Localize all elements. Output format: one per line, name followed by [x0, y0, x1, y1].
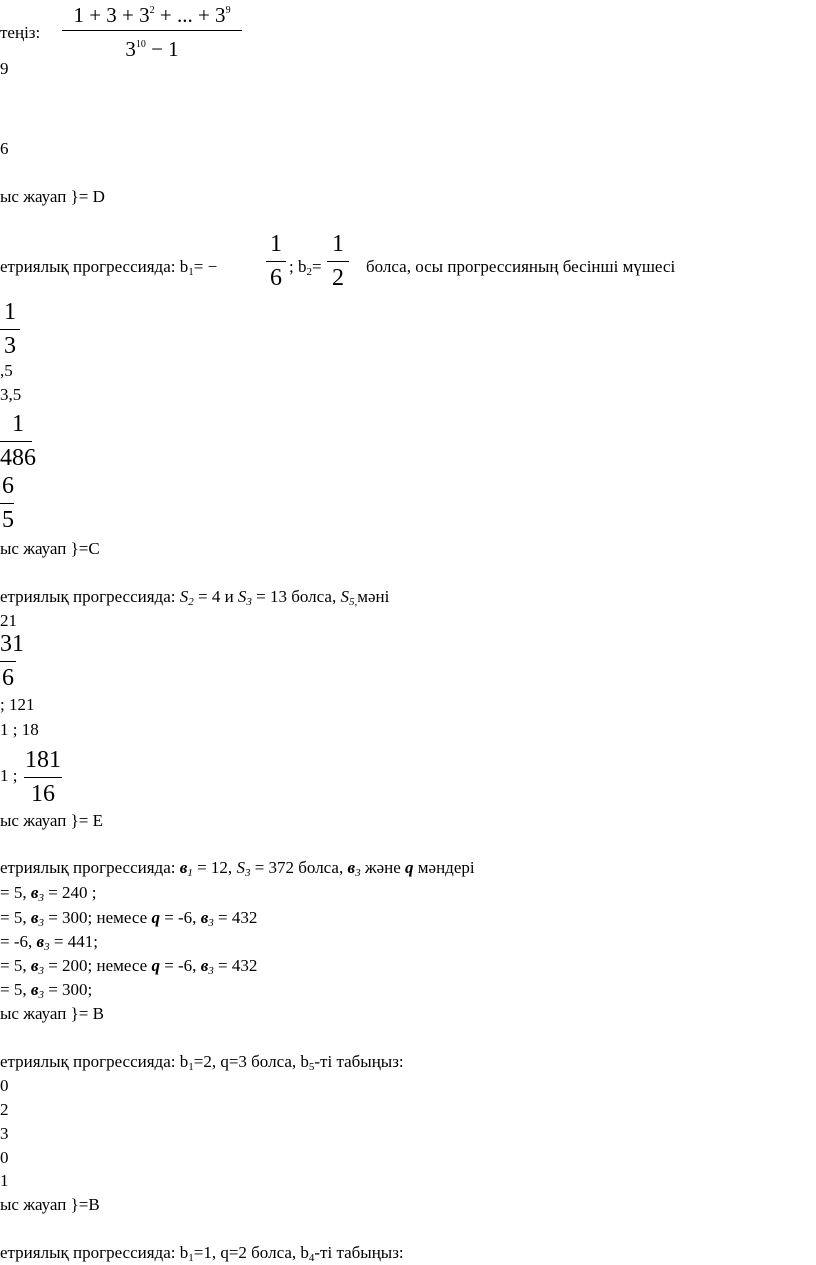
q2-question: етриялық прогрессияда: $b_1=$ −: [0, 257, 218, 278]
q2-option-b: ,5: [0, 361, 13, 380]
q2-option-e: 6 5: [2, 473, 14, 533]
q2-question-tail: болса, осы прогрессияның бесінші мүшесі: [366, 257, 676, 276]
q2-option-d: 1 486: [0, 411, 36, 471]
q1-denominator: $3^{10} - 1$: [125, 37, 179, 61]
q2-option-c: 3,5: [0, 385, 22, 404]
q3-option-b: 31 6: [0, 631, 24, 691]
q3-option-e: 1 ;: [0, 766, 18, 785]
q4-option-d: = 5, $в_3 = 200$; немесе q = -6, $в_3 = 432$: [0, 956, 258, 977]
q1-numerator: $1 + 3 + 3^2$ + ... + $3^9$: [73, 3, 231, 27]
q2-fraction-b2: 1 2: [327, 232, 349, 290]
q2-fraction-b1: 1 6: [266, 232, 286, 290]
q3-option-e-fraction: 181 16: [25, 747, 61, 807]
q4-option-b: = 5, $в_3 = 300$; немесе q = -6, $в_3 = 432$: [0, 908, 258, 929]
q3-option-a: 21: [0, 611, 17, 630]
q5-option-e: 1: [0, 1171, 9, 1190]
q4-answer: ыс жауап }= В: [0, 1004, 104, 1023]
q2-question-b2: ; $b_2=$: [289, 257, 322, 278]
q5-option-a: 0: [0, 1076, 9, 1095]
q1-option: 6: [0, 139, 9, 158]
q2-answer: ыс жауап }=С: [0, 539, 100, 558]
q3-option-d: 1 ; 18: [0, 720, 39, 739]
q5-option-d: 0: [0, 1148, 9, 1167]
q2-option-a: 1 3: [0, 300, 20, 358]
q4-option-e: = 5, $в_3 = 300$;: [0, 980, 93, 1001]
q4-option-c: = -6, $в_3 = 441$;: [0, 932, 98, 953]
q1-fraction: [62, 5, 242, 60]
q3-question: етриялық прогрессияда: $S_2 = 4$ и $S_3 = 13$ болса, $S_{5,}мәні$: [0, 587, 390, 608]
q1-prefix: теңіз:: [0, 23, 41, 42]
q1-option: 9: [0, 59, 9, 78]
q5-option-c: 3: [0, 1124, 9, 1143]
q5-answer: ыс жауап }=В: [0, 1195, 100, 1214]
q1-answer: ыс жауап }= D: [0, 187, 105, 206]
q5-option-b: 2: [0, 1100, 9, 1119]
q6-question: етриялық прогрессияда: $b_1=1$, q=2 болса, $b_4-ті$ табыңыз:: [0, 1243, 404, 1264]
q4-option-a: = 5, $в_3 = 240$ ;: [0, 883, 97, 904]
q5-question: етриялық прогрессияда: $b_1=2$, q=3 болса, $b_5-ті$ табыңыз:: [0, 1052, 404, 1073]
q3-option-c: ; 121: [0, 695, 35, 714]
q3-answer: ыс жауап }= Е: [0, 811, 103, 830]
q4-question: етриялық прогрессияда: $в_1 = 12$, $S_3 = 372$ болса, $в_3$ және q мәндері: [0, 858, 475, 879]
